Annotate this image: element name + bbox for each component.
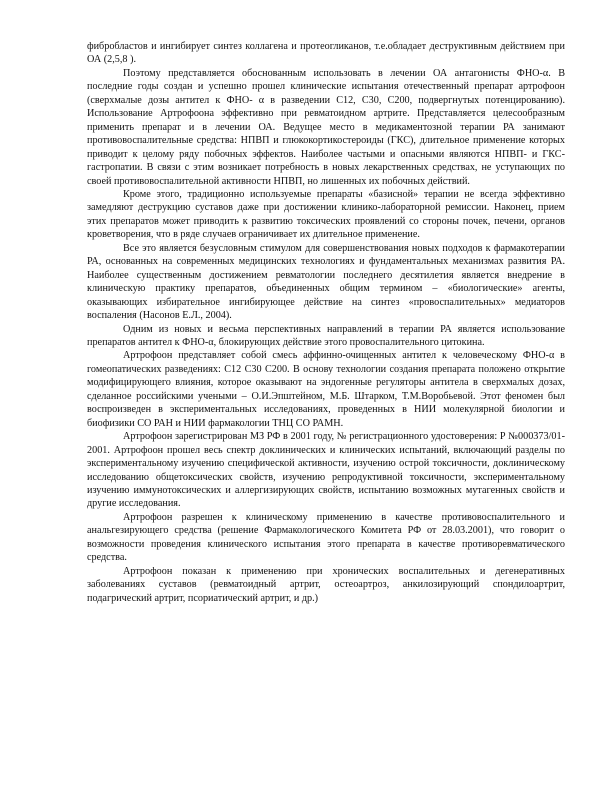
paragraph-antibody-direction: Одним из новых и весьма перспективных направлений в терапии РА является использование препаратов антител к ФНО-α, блокирующих действие этого провоспалительного цитокина.: [87, 323, 565, 348]
paragraph-continuation: фибробластов и ингибирует синтез коллагена и протеогликанов, т.е.обладает деструктивным действием при ОА (2,5,8 ).: [87, 41, 565, 66]
paragraph-artrofoon-approval: Артрофоон разрешен к клиническому применению в качестве противовоспалительного и анальгезирующего средства (решение Фармакологического Комитета РФ от 28.03.2001), что говорит о возможности проведения клинического испытания этого препарата в качестве противоревматического средства.: [87, 511, 565, 564]
document-page: [87, 40, 565, 605]
paragraph-artrofoon-registration: Артрофоон зарегистрирован МЗ РФ в 2001 году, № регистрационного удостоверения: Р №000373/01-2001. Артрофоон прошел весь спектр доклинических и клинических испытаний, включающий разделы по экспериментальному изучению специфической активности, изучению острой токсичности, доклиническому исследованию общетоксических свойств, изучению репродуктивной токсичности, экспериментальному изучению иммунотоксических и аллергизирующих свойств, испытанию возможных мутагенных свойств и другие исследования.: [87, 431, 565, 510]
paragraph-new-approaches: Все это является безусловным стимулом для совершенствования новых подходов к фармакотерапии РА, основанных на современных медицинских технологиях и фундаментальных механизмах развития РА. Наиболее существенным достижением ревматологии последнего десятилетия является внедрение в клиническую практику препаратов, объединенных общим термином – «биологические» агенты, оказывающих избирательное ингибирующее действие на синтез «провоспалительных» медиаторов воспаления (Насонов Е.Л., 2004).: [87, 242, 565, 322]
paragraph-artrofoon-indications: Артрофоон показан к применению при хронических воспалительных и дегенеративных заболеваниях суставов (ревматоидный артрит, остеоартроз, анкилозирующий спондилоартрит, подагрический артрит, псориатический артрит, и др.): [87, 565, 565, 604]
paragraph-basic-therapy: Кроме этого, традиционно используемые препараты «базисной» терапии не всегда эффективно замедляют деструкцию суставов даже при достижении клинико-лабораторной ремиссии. Наконец, прием этих препаратов может приводить к развитию токсических проявлений со стороны почек, печени, органов кроветворения, что в ряде случаев ограничивает их длительное применение.: [87, 188, 565, 241]
paragraph-ofno-antagonists: Поэтому представляется обоснованным использовать в лечении ОА антагонисты ФНО-α. В последние годы создан и успешно прошел клинические испытания отечественный препарат артрофоон (сверхмалые дозы антител к ФНО- α в разведении С12, С30, С200, подвергнутых потенцированию). Использование Артрофоона эффективно при ревматоидном артрите. Представляется целесообразным применить препарат и в лечении ОА. Ведущее место в медикаментозной терапии РА занимают противовоспалительные средства: НПВП и глюкокортикостероиды (ГКС), длительное применение которых приводит к целому ряду побочных эффектов. Наиболее частыми и опасными являются НПВП- и ГКС-гастропатии. В связи с этим возникает потребность в новых лекарственных средствах, не уступающих по своей противовоспалительной активности НПВП, но лишенных их побочных действий.: [87, 67, 565, 187]
paragraph-artrofoon-composition: Артрофоон представляет собой смесь аффинно-очищенных антител к человеческому ФНО-α в гомеопатических разведениях: С12 С30 С200. В основу технологии создания препарата положено открытие модифицирующего влияния, которое оказывают на эндогенные регуляторы антитела в сверхмалых дозах, сделанное российскими учеными – О.И.Эпштейном, М.Б. Штарком, Т.М.Воробьевой. Этот феномен был воспроизведен в экспериментальных исследованиях, проведенных в НИИ молекулярной биологии и биофизики СО РАН и НИИ фармакологии ТНЦ СО РАМН.: [87, 350, 565, 429]
